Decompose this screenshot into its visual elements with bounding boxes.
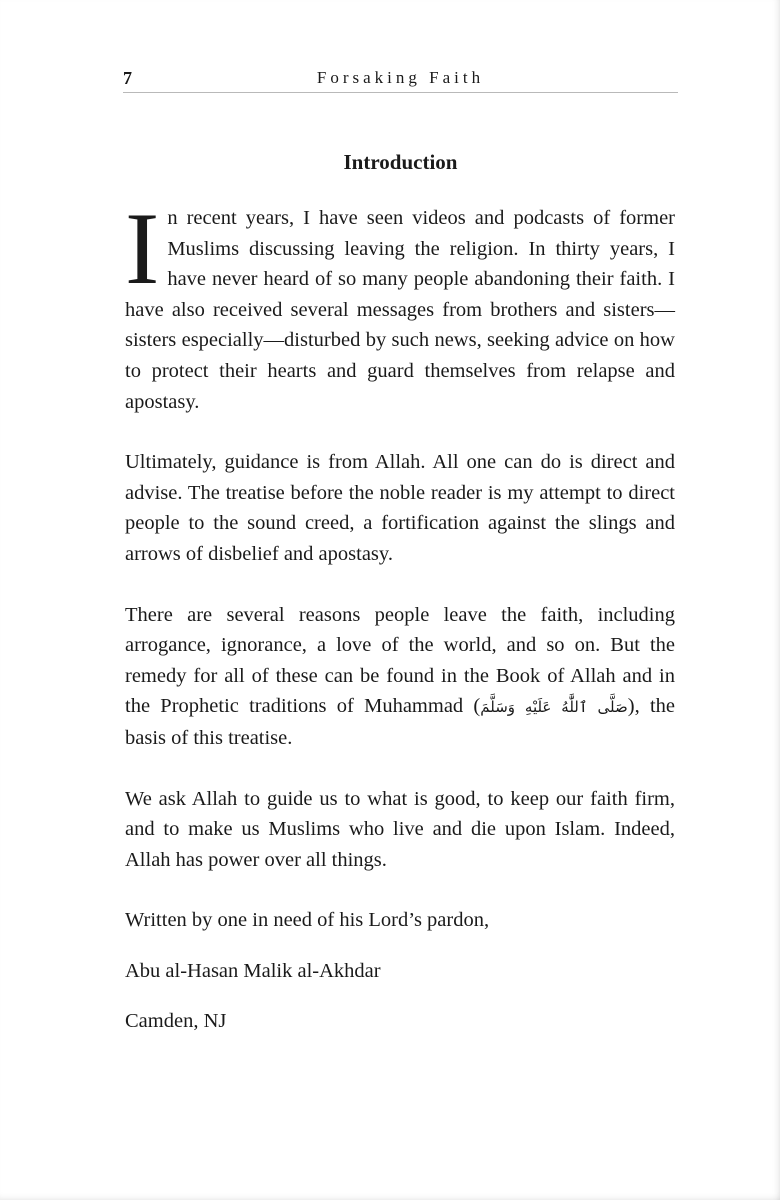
body-text [125,192,675,1057]
location: Camden, NJ [125,1010,227,1033]
page-number: 7 [123,68,132,88]
paragraph-4: We ask Allah to guide us to what is good, to keep our faith firm, and to make us Muslims who live and die upon Islam. Indeed, Allah has power over all things. [125,787,675,871]
chapter-title: Introduction [343,150,458,174]
paragraph-1-text: n recent years, I have seen videos and podcasts of former Muslims discussing leaving the religion. In thirty years, I have never heard of so many people abandoning their faith. I have also received several messages from brothers and sisters—sisters especially—disturbed by such news, seeking advice on how to protect their hearts and guard themselves from relapse and apostasy. [125,207,675,413]
drop-cap: I [125,192,160,306]
running-title: Forsaking Faith [316,68,485,87]
paragraph-2: Ultimately, guidance is from Allah. All one can do is direct and advise. The treatise before the noble reader is my attempt to direct people to the sound creed, a fortification against the slings and arrows of disbelief and apostasy. [125,451,675,565]
written-by-line: Written by one in need of his Lord’s pardon, [125,909,490,932]
running-header [123,68,678,93]
paragraph-3-text-after: ), the basis of this treatise. [125,695,675,749]
paragraph-3 [125,600,675,754]
closing-block [125,905,675,1037]
author-name: Abu al-Hasan Malik al-Akhdar [125,959,381,982]
paragraph-1 [125,192,675,417]
arabic-honorific: صَلَّى ٱللَّٰهُ عَلَيْهِ وَسَلَّمَ [480,698,628,717]
paragraph-3-text-before: There are several reasons people leave the faith, including arrogance, ignorance, a love of the world, and so on. But the remedy for all of these can be found in the Book of Allah and in the Prophetic traditions of Muhammad ( [125,603,675,718]
